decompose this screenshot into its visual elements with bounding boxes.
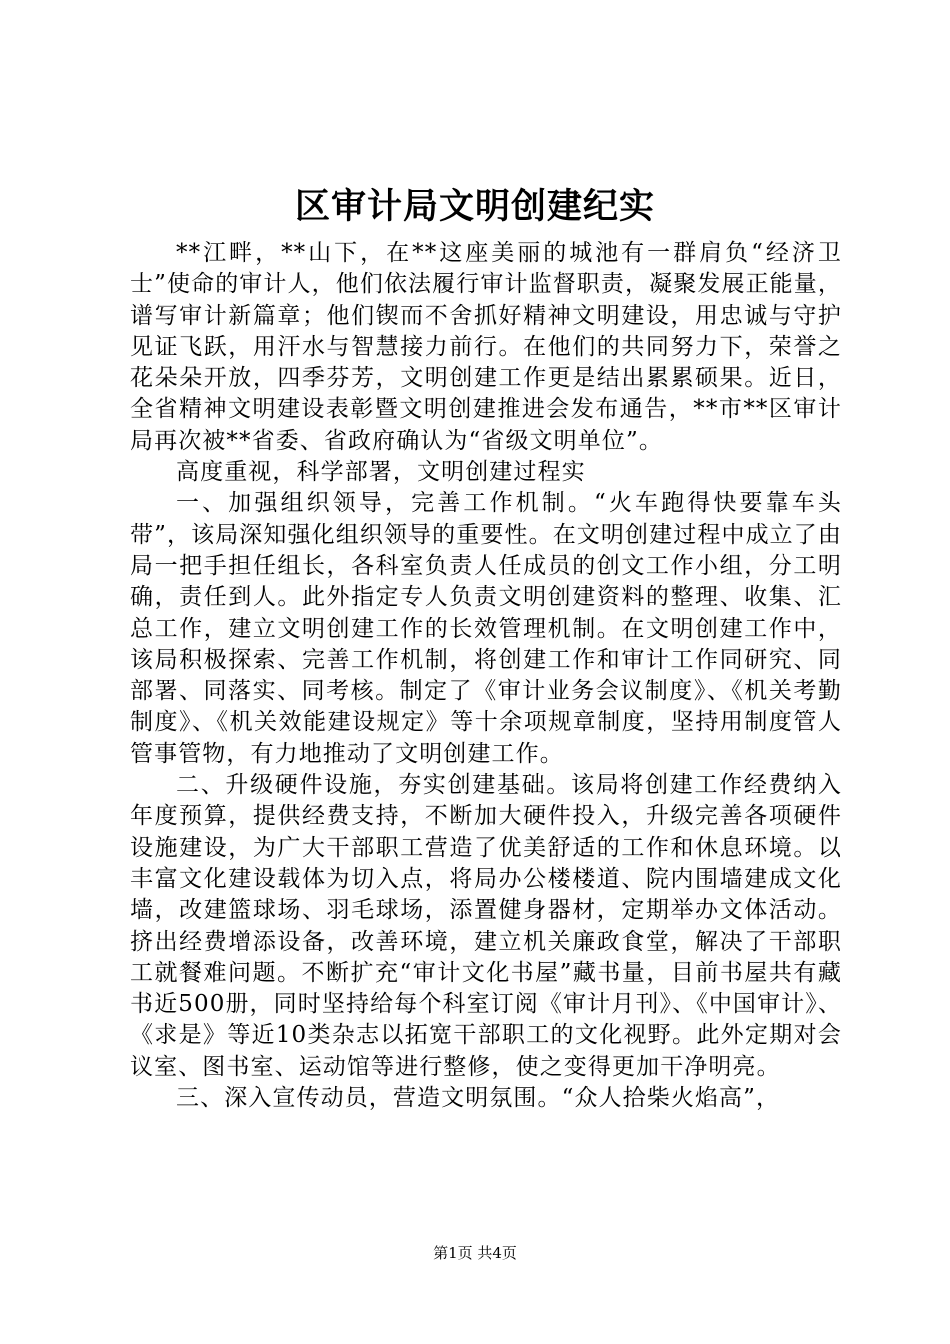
paragraph-intro: **江畔，**山下，在**这座美丽的城池有一群肩负“经济卫士”使命的审计人，他们依法履行审计监督职责，凝聚发展正能量，谱写审计新篇章；他们锲而不舍抓好精神文明建设，用忠诚与守护见证飞跃，用汗水与智慧接力前行。在他们的共同努力下，荣誉之花朵朵开放，四季芬芳，文明创建工作更是结出累累硕果。近日，全省精神文明建设表彰暨文明创建推进会发布通告，**市**区审计局再次被**省委、省政府确认为“省级文明单位”。	[130, 240, 842, 454]
page-footer: 第1页 共4页	[433, 1244, 517, 1262]
paragraph-item-2: 二、升级硬件设施，夯实创建基础。该局将创建工作经费纳入年度预算，提供经费支持，不断加大硬件投入，升级完善各项硬件设施建设，为广大干部职工营造了优美舒适的工作和休息环境。以丰富文化建设载体为切入点，将局办公楼楼道、院内围墙建成文化墙，改建篮球场、羽毛球场，添置健身器材，定期举办文体活动。挤出经费增添设备，改善环境，建立机关廉政食堂，解决了干部职工就餐难问题。不断扩充“审计文化书屋”藏书量，目前书屋共有藏书近500册，同时坚持给每个科室订阅《审计月刊》、《中国审计》、《求是》等近10类杂志以拓宽干部职工的文化视野。此外定期对会议室、图书室、运动馆等进行整修，使之变得更加干净明亮。	[130, 772, 842, 1080]
document-body	[130, 238, 842, 1114]
document-title: 区审计局文明创建纪实	[294, 186, 655, 227]
paragraph-item-1: 一、加强组织领导，完善工作机制。“火车跑得快要靠车头带”，该局深知强化组织领导的重要性。在文明创建过程中成立了由局一把手担任组长，各科室负责人任成员的创文工作小组，分工明确，责任到人。此外指定专人负责文明创建资料的整理、收集、汇总工作，建立文明创建工作的长效管理机制。在文明创建工作中，该局积极探索、完善工作机制，将创建工作和审计工作同研究、同部署、同落实、同考核。制定了《审计业务会议制度》、《机关考勤制度》、《机关效能建设规定》等十余项规章制度，坚持用制度管人管事管物，有力地推动了文明创建工作。	[130, 490, 842, 767]
paragraph-section-heading: 高度重视，科学部署，文明创建过程实	[176, 459, 586, 486]
paragraph-item-3: 三、深入宣传动员，营造文明氛围。“众人拾柴火焰高”，	[176, 1085, 781, 1112]
